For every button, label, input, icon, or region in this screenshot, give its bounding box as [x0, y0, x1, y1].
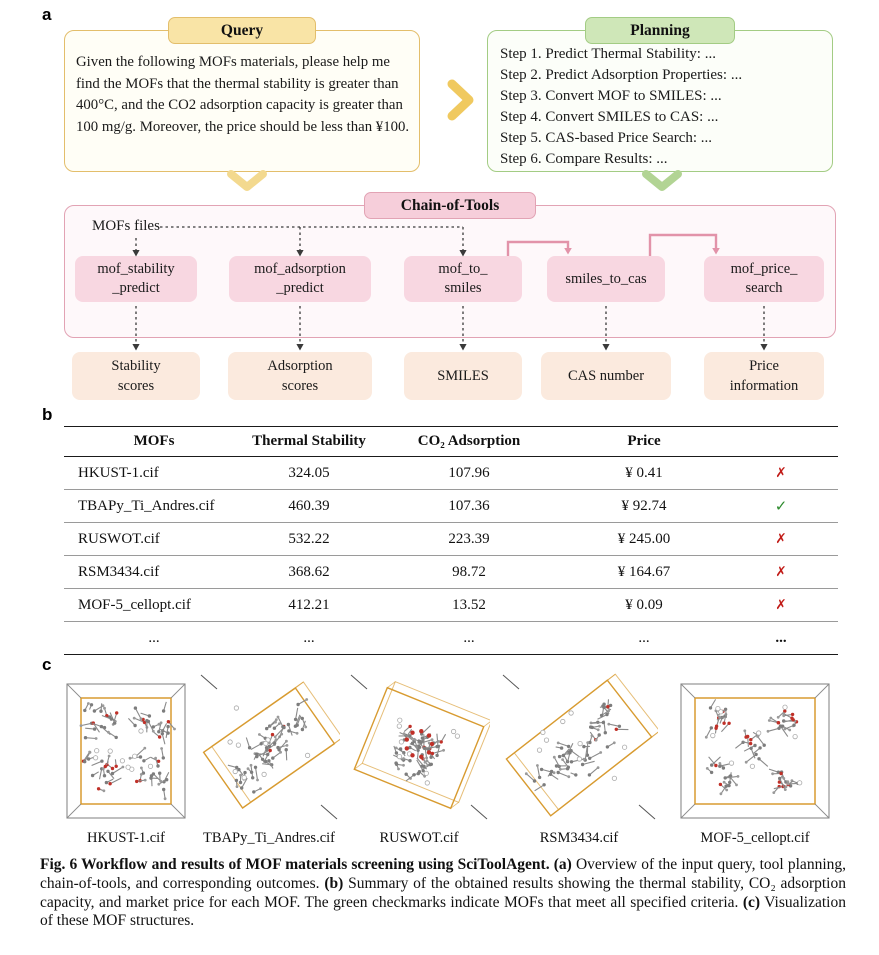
check-icon: ✓	[774, 497, 788, 515]
planning-step: Step 2. Predict Adsorption Properties: ...	[500, 67, 743, 83]
structure-label: RSM3434.cif	[539, 830, 619, 846]
column-header: Thermal Stability	[252, 433, 366, 449]
output-stability-scores	[72, 352, 200, 400]
tool-mof-stability-predict	[75, 256, 197, 302]
caption-segment: Summary of the obtained results showing the thermal stability, CO₂ adsorption capacity, and market price for each MOF. The green checkmarks indicate MOFs that meet all specified criteria.	[40, 874, 846, 911]
cross-icon: ✗	[775, 597, 787, 613]
thermal-stability-cell: 460.39	[288, 497, 330, 514]
thermal-stability-cell: 412.21	[288, 596, 330, 613]
co2-adsorption-cell: 223.39	[448, 530, 490, 547]
table-header-row	[64, 427, 838, 457]
label-line: smiles	[444, 280, 482, 296]
table-row	[64, 589, 838, 622]
table-row	[64, 457, 838, 490]
planning-step: Step 3. Convert MOF to SMILES: ...	[500, 88, 722, 104]
mof-structure-image	[676, 672, 834, 822]
mof-name-cell: RUSWOT.cif	[78, 530, 160, 547]
label-line: search	[745, 280, 783, 296]
cross-icon: ✗	[775, 531, 787, 547]
price-cell: ¥ 92.74	[621, 497, 667, 514]
table-row	[64, 523, 838, 556]
query-to-planning-arrow	[452, 84, 469, 116]
query-down-arrow	[231, 174, 263, 187]
structure-5	[676, 672, 834, 848]
output-cas-number	[541, 352, 671, 400]
co2-adsorption-cell: 13.52	[452, 596, 486, 613]
tool-mof-adsorption-predict	[229, 256, 371, 302]
price-cell: ¥ 245.00	[617, 530, 671, 547]
structure-label: HKUST-1.cif	[86, 830, 165, 846]
structure-label: TBAPy_Ti_Andres.cif	[203, 830, 335, 846]
cross-icon: ✗	[775, 564, 787, 580]
label-line: mof_price_	[730, 261, 798, 277]
query-text: Given the following MOFs materials, please help me find the MOFs that the thermal stability is greater than 400°C, and the CO2 adsorption capacity is greater than 100 mg/g. Moreover, the price should be less than ¥100.	[76, 54, 410, 135]
planning-step: Step 4. Convert SMILES to CAS: ...	[500, 109, 719, 125]
mof-name-cell: HKUST-1.cif	[78, 464, 159, 481]
table-row	[64, 490, 838, 523]
mofs-files-label: MOFs files	[92, 218, 160, 234]
price-cell: ¥ 0.09	[625, 596, 663, 613]
panel-label-a: a	[42, 5, 52, 24]
column-header: MOFs	[133, 433, 175, 449]
mof-structure-image	[62, 672, 190, 822]
structure-label: RUSWOT.cif	[379, 830, 459, 846]
planning-down-arrow	[646, 174, 678, 187]
output-smiles	[404, 352, 522, 400]
structure-4	[500, 672, 658, 848]
thermal-stability-cell: 532.22	[288, 530, 330, 547]
planning-step: Step 1. Predict Thermal Stability: ...	[500, 46, 716, 62]
table-row	[64, 556, 838, 589]
label-line: mof_adsorption	[254, 261, 346, 277]
planning-steps	[500, 44, 828, 170]
cross-icon: ✗	[775, 465, 787, 481]
mof-structure-image	[500, 672, 658, 822]
co2-adsorption-cell: 98.72	[452, 563, 486, 580]
caption-bold-segment: (b)	[324, 874, 344, 892]
label-line: SMILES	[437, 368, 489, 384]
structure-label: MOF-5_cellopt.cif	[700, 830, 810, 846]
co2-adsorption-cell: 107.36	[448, 497, 490, 514]
panel-label-b: b	[42, 405, 53, 424]
structure-2	[198, 672, 340, 848]
tool-mof-price-search	[704, 256, 824, 302]
column-header: CO₂ Adsorption	[417, 433, 521, 449]
thermal-stability-cell: ...	[303, 629, 315, 646]
thermal-stability-cell: 368.62	[288, 563, 330, 580]
price-cell: ...	[638, 629, 650, 646]
ellipsis-mark: ...	[775, 629, 787, 646]
mof-name-cell: RSM3434.cif	[78, 563, 160, 580]
mof-structure-image	[348, 672, 490, 822]
output-price-information	[704, 352, 824, 400]
panel-label-c: c	[42, 655, 52, 674]
caption-bold-segment: Fig. 6 Workflow and results of MOF materials screening using SciToolAgent.	[40, 856, 554, 873]
co2-adsorption-cell: 107.96	[448, 464, 490, 481]
query-title: Query	[168, 17, 316, 44]
mof-structure-image	[198, 672, 340, 822]
mof-name-cell: ...	[148, 629, 160, 646]
tool-smiles-to-cas	[547, 256, 665, 302]
label-line: Stability	[111, 358, 161, 374]
label-line: mof_stability	[97, 261, 175, 277]
column-header: Price	[627, 433, 661, 449]
label-line: scores	[117, 378, 155, 394]
structure-1	[62, 672, 190, 848]
caption-bold-segment: (c)	[742, 893, 761, 911]
label-line: Price	[749, 358, 779, 374]
price-cell: ¥ 164.67	[617, 563, 671, 580]
label-line: smiles_to_cas	[565, 270, 647, 287]
caption-segment: Overview of the input query, tool planning, chain-of-tools, and corresponding outcomes.	[40, 856, 846, 892]
caption-segment: Visualization of these MOF structures.	[40, 893, 846, 930]
planning-title: Planning	[585, 17, 735, 44]
label-line: _predict	[112, 280, 160, 296]
label-line: information	[729, 378, 799, 394]
structure-3	[348, 672, 490, 848]
output-adsorption-scores	[228, 352, 372, 400]
label-line: Adsorption	[267, 358, 333, 374]
label-line: CAS number	[567, 368, 645, 384]
label-line: _predict	[276, 280, 324, 296]
caption-bold-segment: (a)	[553, 856, 572, 873]
chain-of-tools-title: Chain-of-Tools	[364, 192, 536, 219]
thermal-stability-cell: 324.05	[288, 464, 330, 481]
planning-step: Step 5. CAS-based Price Search: ...	[500, 130, 713, 146]
results-table	[64, 426, 838, 655]
label-line: mof_to_	[438, 261, 488, 277]
price-cell: ¥ 0.41	[625, 464, 663, 481]
tool-mof-to-smiles	[404, 256, 522, 302]
figure-caption	[40, 856, 846, 931]
mof-name-cell: TBAPy_Ti_Andres.cif	[78, 497, 215, 514]
table-row	[64, 622, 838, 655]
planning-step: Step 6. Compare Results: ...	[500, 151, 668, 167]
mof-name-cell: MOF-5_cellopt.cif	[78, 596, 191, 613]
label-line: scores	[281, 378, 319, 394]
co2-adsorption-cell: ...	[463, 629, 475, 646]
